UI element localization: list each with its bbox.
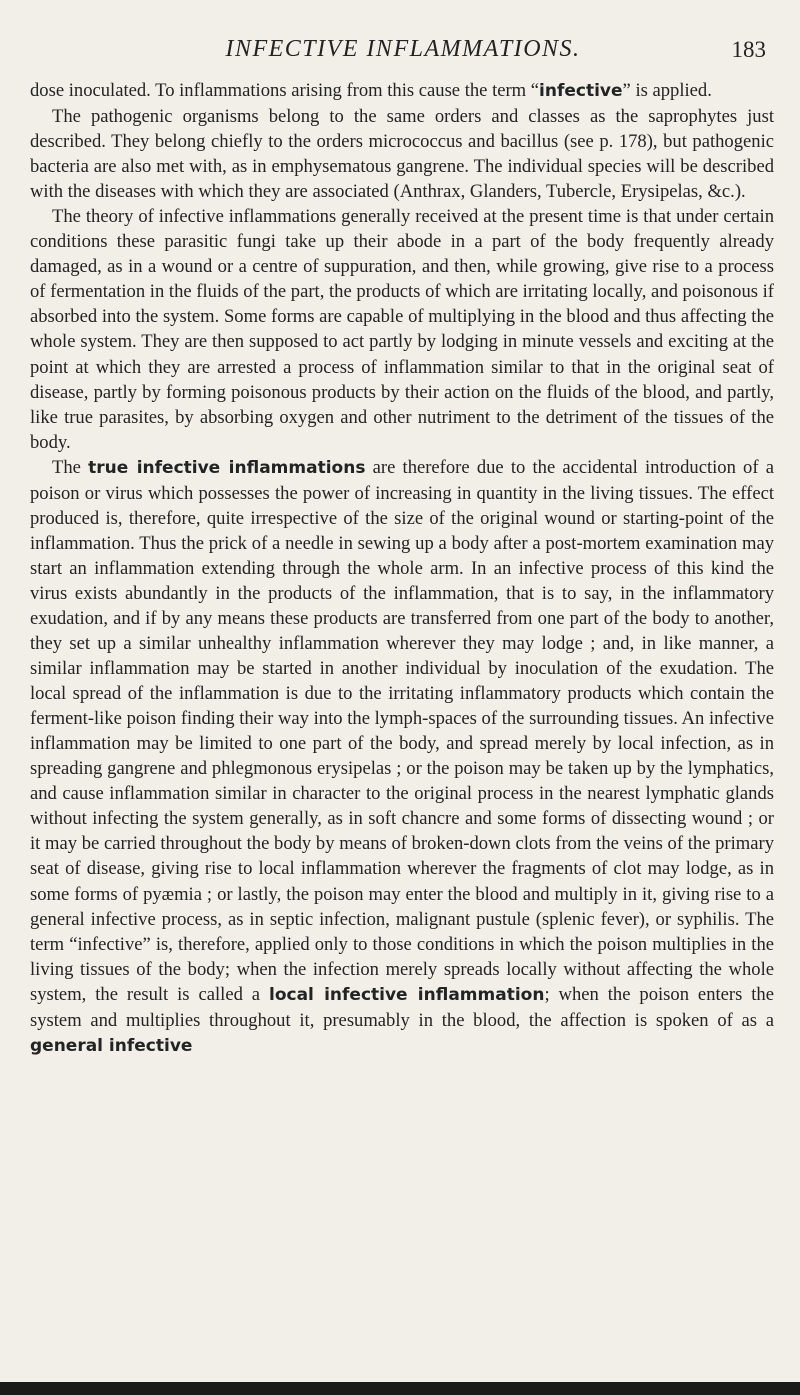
text-run: The theory of infective inflammations generally received at the present time is that under certain conditions these parasitic fungi take up their abode in a part of the body frequently already damaged, as in a wound or a centre of suppuration, and then, while growing, give rise to a process of fermentation in the fluids of the part, the products of which are irritating locally, and poisonous if absorbed into the system. Some forms are capable of multiplying in the blood and thus affecting the whole system. They are then supposed to act partly by lodging in minute vessels and exciting at the point at which they are arrested a process of inflammation similar to that in the original seat of disease, partly by forming poisonous products by their action on the fluids of the blood, and partly, like true parasites, by absorbing oxygen and other nutriment to the detriment of the tissues of the body. <box>30 206 774 453</box>
text-run: dose inoculated. To inflammations arising from this cause the term “ <box>30 80 540 101</box>
paragraph-1 <box>30 78 774 104</box>
bold-term: general infective <box>30 1035 193 1056</box>
paragraph-2 <box>30 104 774 204</box>
paragraph-3 <box>30 204 774 454</box>
body-text <box>30 78 774 1059</box>
paragraph-4 <box>30 455 774 1059</box>
bold-term: infective <box>539 81 623 101</box>
running-title: INFECTIVE INFLAMMATIONS. <box>225 36 581 62</box>
text-run: The pathogenic organisms belong to the same orders and classes as the saprophytes just described. They belong chiefly to the orders micrococcus and bacillus (see p. 178), but pathogenic bacteria are also met with, as in emphysematous gangrene. The individual species will be described with the diseases with which they are associated (Anthrax, Glanders, Tubercle, Erysipelas, &c.). <box>30 106 774 203</box>
text-run: ” is applied. <box>622 80 712 101</box>
text-run: are therefore due to the accidental introduction of a poison or virus which possesses the power of increasing in quantity in the living tissues. The effect produced is, therefore, quite irrespective of the size of the original wound or starting-point of the inflammation. Thus the prick of a needle in sewing up a body after a post-mortem examination may start an inflammation extending through the whole arm. In an infective process of this kind the virus exists abundantly in the products of the inflammation, that is to say, in the inflammatory exudation, and if by any means these products are transferred from one part of the body to another, they set up a similar unhealthy inflammation wherever they may lodge ; and, in like manner, a similar inflammation may be started in another individual by inoculation of the exudation. The local spread of the inflammation is due to the irritating inflammatory products which contain the ferment-like poison finding their way into the lymph-spaces of the surrounding tissues. An infective inflammation may be limited to one part of the body, and spread merely by local infection, as in spreading gangrene and phlegmonous erysipelas ; or the poison may be taken up by the lymphatics, and cause inflammation similar in character to the original process in the nearest lymphatic glands without infecting the system generally, as in soft chancre and some forms of dissecting wound ; or it may be carried throughout the body by means of broken-down clots from the veins of the primary seat of disease, giving rise to local inflammation wherever the fragments of clot may lodge, as in some forms of pyæmia ; or lastly, the poison may enter the blood and multiply in it, giving rise to a general infective process, as in septic infection, malignant pustule (splenic fever), or syphilis. The term “infective” is, therefore, applied only to those conditions in which the poison multiplies in the living tissues of the body; when the infection merely spreads locally without affecting the whole system, the result is called a <box>30 456 774 1005</box>
text-run: The <box>52 456 89 478</box>
page-number: 183 <box>731 37 766 62</box>
bold-term: true infective inflammations <box>88 457 366 478</box>
text-run: ; when the poison enters the system and multiplies throughout it, presumably in the blood, the affection is spoken of as a <box>30 983 774 1031</box>
page-header <box>40 36 766 72</box>
bold-term: local infective inflammation <box>269 984 545 1005</box>
scan-bottom-edge <box>0 1382 800 1395</box>
